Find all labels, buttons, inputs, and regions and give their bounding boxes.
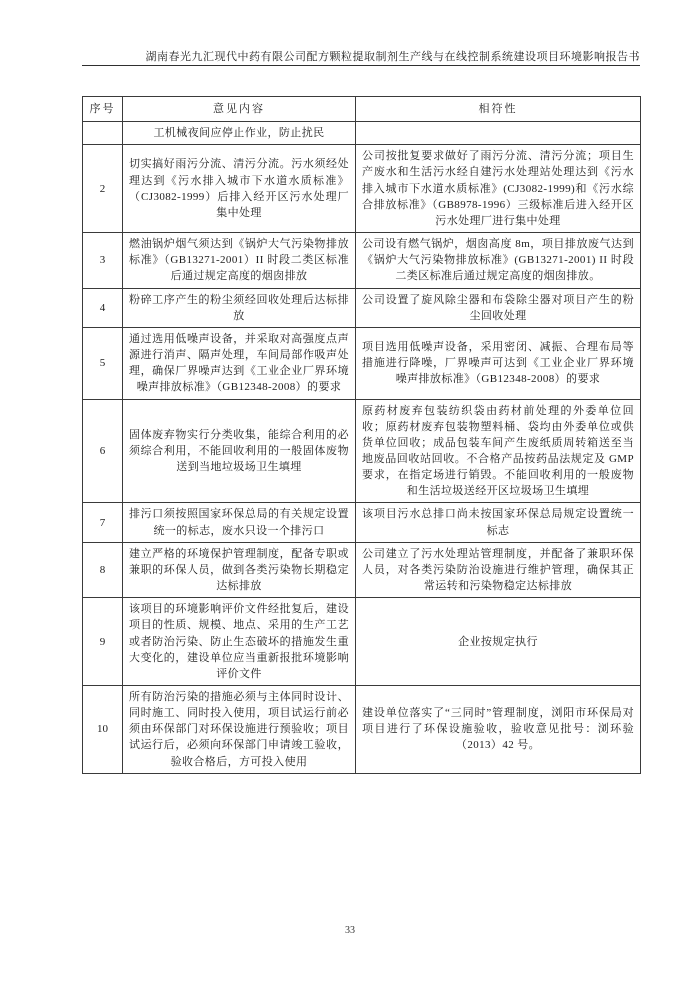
col-header-opinion-content: 意见内容 (123, 97, 356, 122)
row-opinion-content: 切实搞好雨污分流、清污分流。污水须经处理达到《污水排入城市下水道水质标准》（CJ3082-1999）后排入经开区污水处理厂集中处理 (123, 145, 356, 233)
opinion-table-body (83, 122, 641, 774)
row-conformity: 公司按批复要求做好了雨污分流、清污分流；项目生产废水和生活污水经自建污水处理站处理达到《污水排入城市下水道水质标准》(CJ3082-1999)和《污水综合排放标准》（GB8978-1996）三级标准后进入经开区污水处理厂进行集中处理 (356, 145, 641, 233)
row-serial-number: 7 (83, 503, 123, 542)
row-opinion-content: 粉碎工序产生的粉尘须经回收处理后达标排放 (123, 288, 356, 327)
row-serial-number: 4 (83, 288, 123, 327)
row-serial-number: 8 (83, 542, 123, 597)
table-row (83, 327, 641, 399)
table-row (83, 122, 641, 145)
row-conformity: 公司建立了污水处理站管理制度，并配备了兼职环保人员，对各类污染防治设施进行维护管理，确保其正常运转和污染物稳定达标排放 (356, 542, 641, 597)
row-opinion-content: 排污口须按照国家环保总局的有关规定设置统一的标志，废水只设一个排污口 (123, 503, 356, 542)
table-header-row (83, 97, 641, 122)
row-conformity (356, 122, 641, 145)
opinion-conformity-table (82, 96, 641, 774)
row-opinion-content: 燃油锅炉烟气须达到《锅炉大气污染物排放标准》（GB13271-2001）II 时段二类区标准后通过规定高度的烟囱排放 (123, 233, 356, 288)
col-header-serial-number: 序号 (83, 97, 123, 122)
page-number: 33 (345, 925, 355, 936)
row-serial-number: 2 (83, 145, 123, 233)
row-opinion-content: 通过选用低噪声设备，并采取对高强度点声源进行消声、隔声处理，车间局部作吸声处理，确保厂界噪声达到《工业企业厂界环境噪声排放标准》（GB12348-2008）的要求 (123, 327, 356, 399)
row-conformity: 项目选用低噪声设备，采用密闭、减振、合理布局等措施进行降噪，厂界噪声可达到《工业企业厂界环境噪声排放标准》（GB12348-2008）的要求 (356, 327, 641, 399)
row-opinion-content: 该项目的环境影响评价文件经批复后，建设项目的性质、规模、地点、采用的生产工艺或者防治污染、防止生态破坏的措施发生重大变化的，建设单位应当重新报批环境影响评价文件 (123, 598, 356, 686)
row-serial-number: 10 (83, 686, 123, 774)
table-row (83, 145, 641, 233)
row-serial-number: 6 (83, 399, 123, 503)
table-row (83, 542, 641, 597)
row-serial-number: 9 (83, 598, 123, 686)
table-row (83, 598, 641, 686)
table-row (83, 503, 641, 542)
row-conformity: 公司设置了旋风除尘器和布袋除尘器对项目产生的粉尘回收处理 (356, 288, 641, 327)
table-row (83, 233, 641, 288)
row-serial-number: 3 (83, 233, 123, 288)
row-conformity: 公司设有燃气锅炉，烟囱高度 8m，项目排放废气达到《锅炉大气污染物排放标准》(GB13271-2001) II 时段二类区标准后通过规定高度的烟囱排放。 (356, 233, 641, 288)
page-header-title: 湖南春光九汇现代中药有限公司配方颗粒提取制剂生产线与在线控制系统建设项目环境影响报告书 (145, 51, 640, 63)
row-opinion-content: 所有防治污染的措施必须与主体同时设计、同时施工、同时投入使用，项目试运行前必须由环保部门对环保设施进行预验收；项目试运行后，必须向环保部门申请竣工验收，验收合格后，方可投入使用 (123, 686, 356, 774)
row-serial-number (83, 122, 123, 145)
row-opinion-content: 工机械夜间应停止作业，防止扰民 (123, 122, 356, 145)
row-conformity: 建设单位落实了“三同时”管理制度，浏阳市环保局对项目进行了环保设施验收，验收意见批号：浏环验（2013）42 号。 (356, 686, 641, 774)
header-rule (82, 65, 640, 66)
row-serial-number: 5 (83, 327, 123, 399)
row-opinion-content: 建立严格的环境保护管理制度，配备专职或兼职的环保人员，做到各类污染物长期稳定达标排放 (123, 542, 356, 597)
table-row (83, 399, 641, 503)
row-opinion-content: 固体废弃物实行分类收集，能综合利用的必须综合利用，不能回收利用的一般固体废物送到当地垃圾场卫生填埋 (123, 399, 356, 503)
row-conformity: 原药材废弃包装纺织袋由药材前处理的外委单位回收；原药材废弃包装物塑料桶、袋均由外委单位或供货单位回收；成品包装车间产生废纸质周转箱送至当地废品回收站回收。不合格产品按药品法规定及 GMP 要求，在指定场进行销毁。不能回收利用的一般废物和生活垃圾送经开区垃圾场卫生填埋 (356, 399, 641, 503)
row-conformity: 该项目污水总排口尚未按国家环保总局规定设置统一标志 (356, 503, 641, 542)
table-row (83, 288, 641, 327)
table-row (83, 686, 641, 774)
row-conformity: 企业按规定执行 (356, 598, 641, 686)
col-header-conformity: 相符性 (356, 97, 641, 122)
